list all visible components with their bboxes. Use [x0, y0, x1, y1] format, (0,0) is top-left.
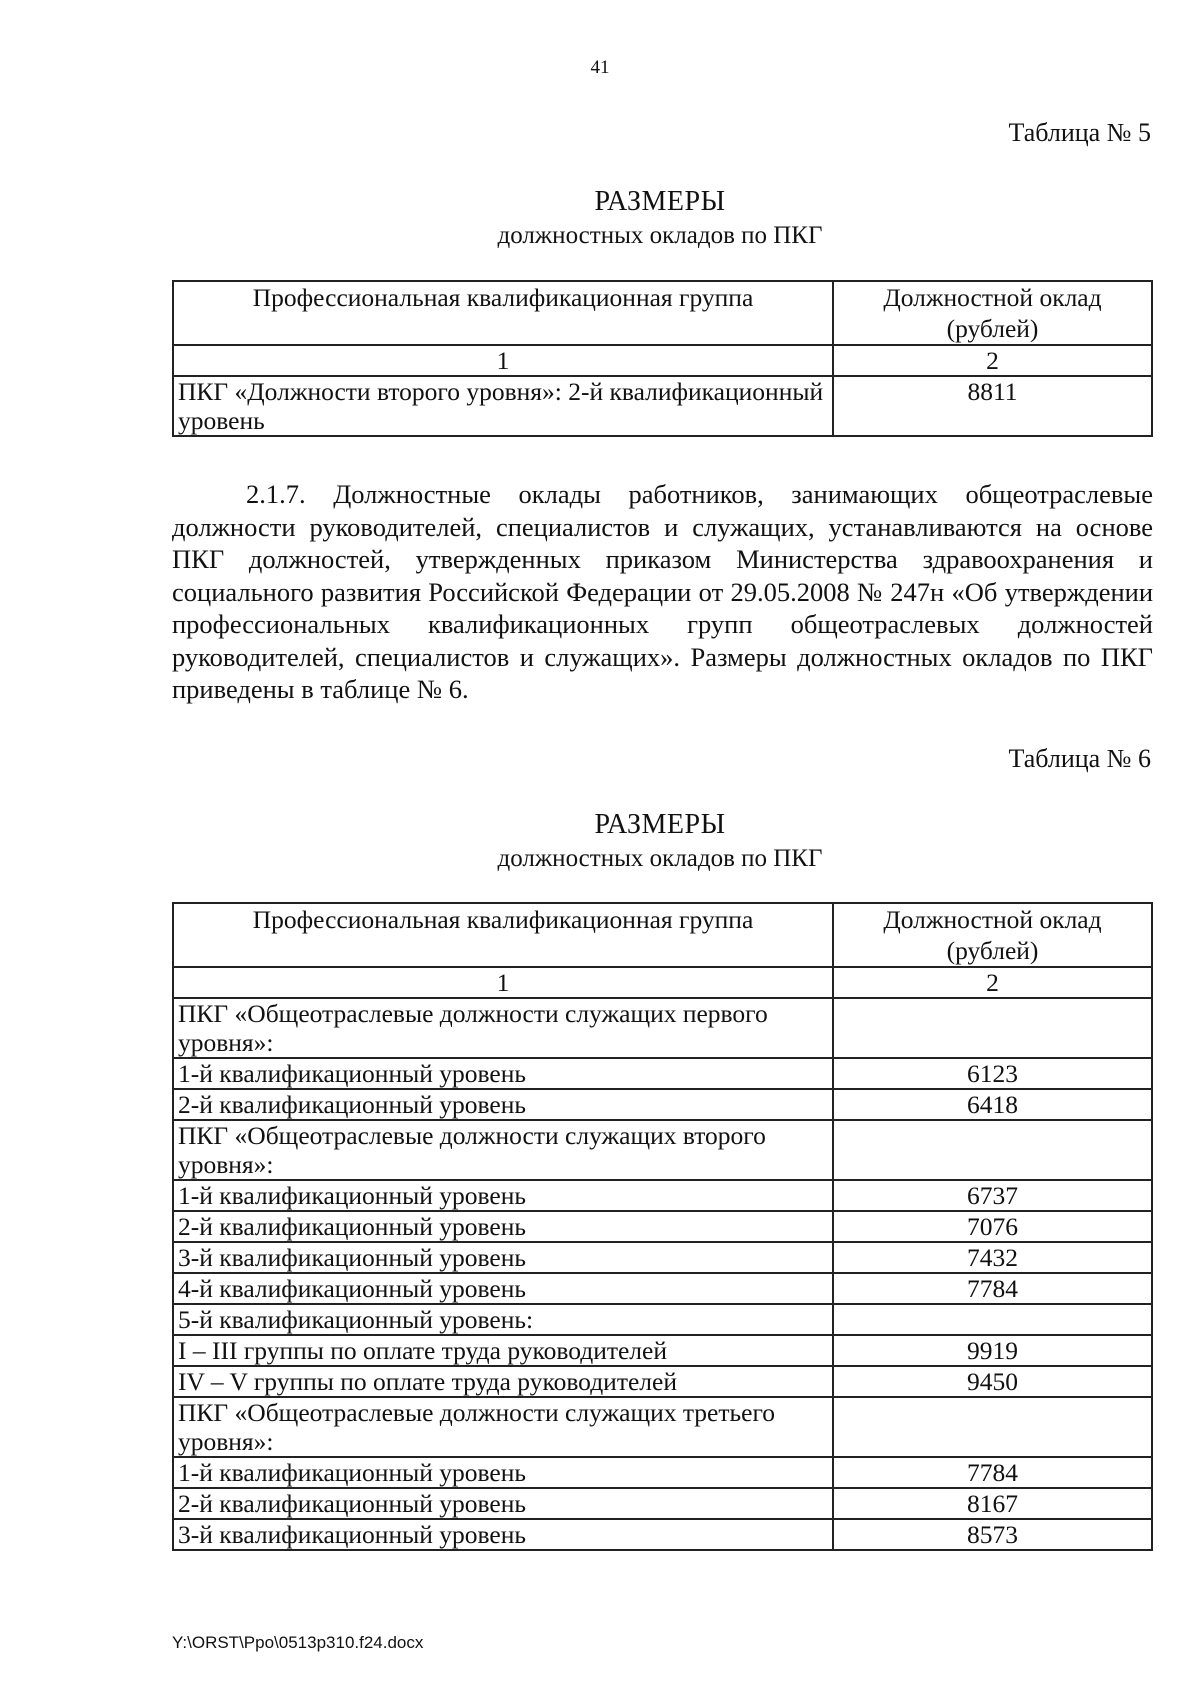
table5-group-cell: ПКГ «Должности второго уровня»: 2-й квалификационный уровень: [173, 376, 833, 436]
table6-group-cell: 1-й квалификационный уровень: [173, 1180, 833, 1211]
table-row: [173, 1120, 1152, 1180]
table6-group-cell: 2-й квалификационный уровень: [173, 1488, 833, 1519]
table5-col-number-2: 2: [833, 345, 1152, 376]
table6-group-cell: 5-й квалификационный уровень:: [173, 1304, 833, 1335]
body-paragraph: [172, 478, 1153, 706]
table5-salary-cell: 8811: [833, 376, 1152, 436]
table6-group-cell: I – III группы по оплате труда руководителей: [173, 1335, 833, 1366]
table6-salary-cell: 9450: [833, 1366, 1152, 1397]
table6-salary-cell: [833, 998, 1152, 1058]
table6-salary-cell: 7784: [833, 1273, 1152, 1304]
table5-subtitle: должностных окладов по ПКГ: [497, 222, 823, 249]
table6-group-cell: 3-й квалификационный уровень: [173, 1519, 833, 1550]
table-row: [173, 1211, 1152, 1242]
table5-col-numbers-row: [173, 345, 1152, 376]
table6-header-row: [173, 903, 1152, 967]
table-row: [173, 998, 1152, 1058]
table6-group-cell: 4-й квалификационный уровень: [173, 1273, 833, 1304]
table6-col-number-1: 1: [173, 967, 833, 998]
table6-salary-cell: 8167: [833, 1488, 1152, 1519]
table6-salary-cell: 9919: [833, 1335, 1152, 1366]
table-row: [173, 1273, 1152, 1304]
table-row: [173, 1058, 1152, 1089]
table6-header-salary: Должностной оклад (рублей): [833, 903, 1152, 967]
body-paragraph-text: 2.1.7. Должностные оклады работников, занимающих общеотраслевые должности руководителей, специалистов и служащих, устанавливаются на основе ПКГ должностей, утвержденных приказом Министерства здравоохранения и социального развития Российской Федерации от 29.05.2008 № 247н «Об утверждении профессиональных квалификационных групп общеотраслевых должностей руководителей, специалистов и служащих». Размеры должностных окладов по ПКГ приведены в таблице № 6.: [172, 479, 1153, 704]
table5-heading: [0, 185, 1200, 253]
page-number: 41: [590, 57, 610, 78]
table6-col-number-2: 2: [833, 967, 1152, 998]
table6-salary-cell: [833, 1304, 1152, 1335]
table6-group-cell: ПКГ «Общеотраслевые должности служащих первого уровня»:: [173, 998, 833, 1058]
table6-group-cell: 3-й квалификационный уровень: [173, 1242, 833, 1273]
table6-group-cell: 2-й квалификационный уровень: [173, 1211, 833, 1242]
table-row: [173, 376, 1152, 436]
table6-group-cell: ПКГ «Общеотраслевые должности служащих третьего уровня»:: [173, 1397, 833, 1457]
table6-salary-cell: 8573: [833, 1519, 1152, 1550]
table-row: [173, 1242, 1152, 1273]
table6-title: РАЗМЕРЫ: [594, 809, 726, 840]
table-row: [173, 1180, 1152, 1211]
table5-header-salary: Должностной оклад (рублей): [833, 281, 1152, 345]
table-row: [173, 1304, 1152, 1335]
table-row: [173, 1335, 1152, 1366]
table6-group-cell: 1-й квалификационный уровень: [173, 1457, 833, 1488]
table6-group-cell: ПКГ «Общеотраслевые должности служащих второго уровня»:: [173, 1120, 833, 1180]
table6-salary-cell: 7784: [833, 1457, 1152, 1488]
table6-caption: Таблица № 6: [1008, 744, 1151, 773]
table-row: [173, 1089, 1152, 1120]
table-row: [173, 1366, 1152, 1397]
table5-header-row: [173, 281, 1152, 345]
table5-header-group: Профессиональная квалификационная группа: [173, 281, 833, 345]
table6-group-cell: 1-й квалификационный уровень: [173, 1058, 833, 1089]
table6-subtitle: должностных окладов по ПКГ: [497, 845, 823, 872]
table6-header-group: Профессиональная квалификационная группа: [173, 903, 833, 967]
table5: [172, 280, 1153, 437]
footer-file-path: Y:\ORST\Ppo\0513p310.f24.docx: [172, 1633, 424, 1652]
table6-salary-cell: 7076: [833, 1211, 1152, 1242]
table6-group-cell: 2-й квалификационный уровень: [173, 1089, 833, 1120]
table6-salary-cell: [833, 1120, 1152, 1180]
table-row: [173, 1397, 1152, 1457]
table6-col-numbers-row: [173, 967, 1152, 998]
table6: [172, 902, 1153, 1551]
table6-heading: [0, 808, 1200, 876]
table6-salary-cell: 6418: [833, 1089, 1152, 1120]
table-row: [173, 1519, 1152, 1550]
table-row: [173, 1488, 1152, 1519]
table5-col-number-1: 1: [173, 345, 833, 376]
table6-salary-cell: 6737: [833, 1180, 1152, 1211]
table6-salary-cell: [833, 1397, 1152, 1457]
table5-caption: Таблица № 5: [1008, 118, 1151, 147]
table-row: [173, 1457, 1152, 1488]
table6-group-cell: IV – V группы по оплате труда руководителей: [173, 1366, 833, 1397]
table6-salary-cell: 6123: [833, 1058, 1152, 1089]
table5-title: РАЗМЕРЫ: [594, 186, 726, 217]
table6-salary-cell: 7432: [833, 1242, 1152, 1273]
